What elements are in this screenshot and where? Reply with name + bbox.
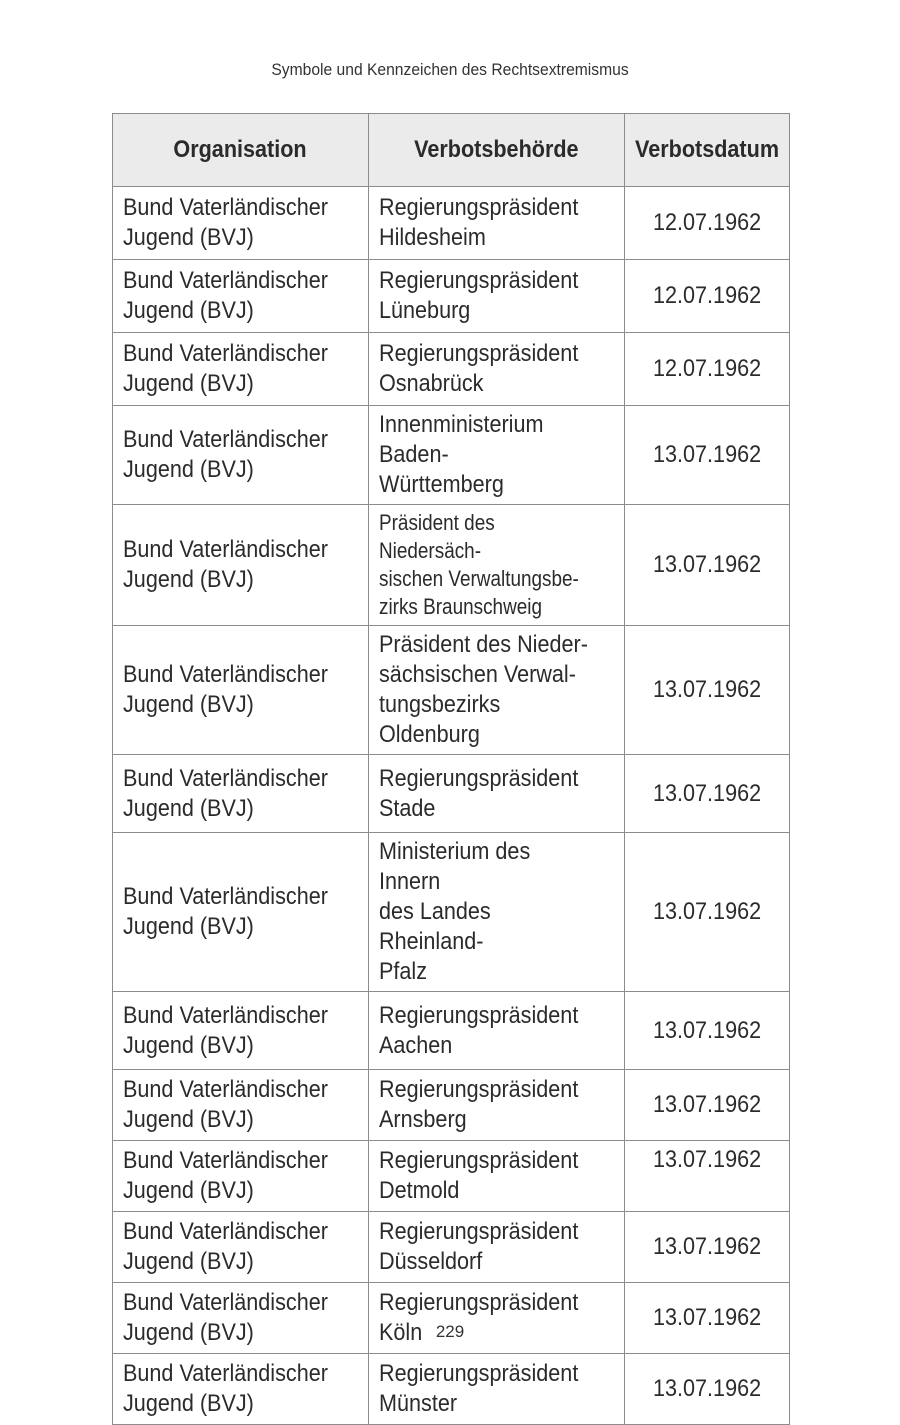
cell-datum: 13.07.1962	[625, 1212, 790, 1283]
cell-datum: 13.07.1962	[625, 1354, 790, 1425]
cell-organisation: Bund Vaterländischer Jugend (BVJ)	[113, 626, 369, 755]
cell-organisation: Bund Vaterländischer Jugend (BVJ)	[113, 833, 369, 992]
cell-organisation: Bund Vaterländischer Jugend (BVJ)	[113, 505, 369, 626]
cell-organisation: Bund Vaterländischer Jugend (BVJ)	[113, 333, 369, 406]
cell-organisation: Bund Vaterländischer Jugend (BVJ)	[113, 1070, 369, 1141]
cell-organisation: Bund Vaterländischer Jugend (BVJ)	[113, 992, 369, 1070]
table-row	[113, 833, 790, 992]
cell-datum: 13.07.1962	[625, 1283, 790, 1354]
cell-datum: 13.07.1962	[625, 1070, 790, 1141]
column-header-verbotsdatum: Verbotsdatum	[625, 114, 790, 187]
cell-behoerde: Regierungspräsident Hildesheim	[369, 187, 625, 260]
cell-datum: 13.07.1962	[625, 626, 790, 755]
cell-behoerde: Regierungspräsident Aachen	[369, 992, 625, 1070]
cell-organisation: Bund Vaterländischer Jugend (BVJ)	[113, 1141, 369, 1212]
cell-behoerde: Regierungspräsident Düsseldorf	[369, 1212, 625, 1283]
cell-behoerde: Innenministerium Baden- Württemberg	[369, 406, 625, 505]
table-row	[113, 333, 790, 406]
cell-behoerde: Präsident des Nieder- sächsischen Verwal- tungsbezirks Oldenburg	[369, 626, 625, 755]
cell-datum: 12.07.1962	[625, 260, 790, 333]
column-header-verbotsbehoerde: Verbotsbehörde	[369, 114, 625, 187]
table-row	[113, 755, 790, 833]
table-row	[113, 992, 790, 1070]
cell-behoerde: Regierungspräsident Stade	[369, 755, 625, 833]
table-row	[113, 187, 790, 260]
cell-behoerde: Regierungspräsident Osnabrück	[369, 333, 625, 406]
cell-datum: 13.07.1962	[625, 406, 790, 505]
cell-datum: 12.07.1962	[625, 187, 790, 260]
table-row	[113, 1141, 790, 1212]
cell-organisation: Bund Vaterländischer Jugend (BVJ)	[113, 755, 369, 833]
cell-organisation: Bund Vaterländischer Jugend (BVJ)	[113, 1354, 369, 1425]
table-row	[113, 1212, 790, 1283]
cell-datum: 13.07.1962	[625, 1141, 790, 1212]
cell-organisation: Bund Vaterländischer Jugend (BVJ)	[113, 260, 369, 333]
cell-behoerde: Regierungspräsident Arnsberg	[369, 1070, 625, 1141]
cell-datum: 13.07.1962	[625, 755, 790, 833]
cell-behoerde: Präsident des Niedersäch- sischen Verwaltungsbe- zirks Braunschweig	[369, 505, 625, 626]
ban-table	[112, 113, 790, 1425]
column-header-organisation: Organisation	[113, 114, 369, 187]
table-row	[113, 505, 790, 626]
table-row	[113, 260, 790, 333]
table-row	[113, 1070, 790, 1141]
running-header: Symbole und Kennzeichen des Rechtsextremismus	[271, 60, 629, 79]
table-row	[113, 626, 790, 755]
table-header-row	[113, 114, 790, 187]
cell-behoerde: Regierungspräsident Münster	[369, 1354, 625, 1425]
cell-behoerde: Regierungspräsident Detmold	[369, 1141, 625, 1212]
cell-behoerde: Regierungspräsident Lüneburg	[369, 260, 625, 333]
cell-datum: 12.07.1962	[625, 333, 790, 406]
cell-datum: 13.07.1962	[625, 833, 790, 992]
cell-behoerde: Regierungspräsident Köln	[369, 1283, 625, 1354]
table-row	[113, 1283, 790, 1354]
cell-datum: 13.07.1962	[625, 505, 790, 626]
cell-organisation: Bund Vaterländischer Jugend (BVJ)	[113, 187, 369, 260]
table-row	[113, 1354, 790, 1425]
cell-behoerde: Ministerium des Innern des Landes Rheinland- Pfalz	[369, 833, 625, 992]
page-number: 229	[435, 1322, 465, 1341]
cell-datum: 13.07.1962	[625, 992, 790, 1070]
table-row	[113, 406, 790, 505]
cell-organisation: Bund Vaterländischer Jugend (BVJ)	[113, 406, 369, 505]
cell-organisation: Bund Vaterländischer Jugend (BVJ)	[113, 1283, 369, 1354]
cell-organisation: Bund Vaterländischer Jugend (BVJ)	[113, 1212, 369, 1283]
